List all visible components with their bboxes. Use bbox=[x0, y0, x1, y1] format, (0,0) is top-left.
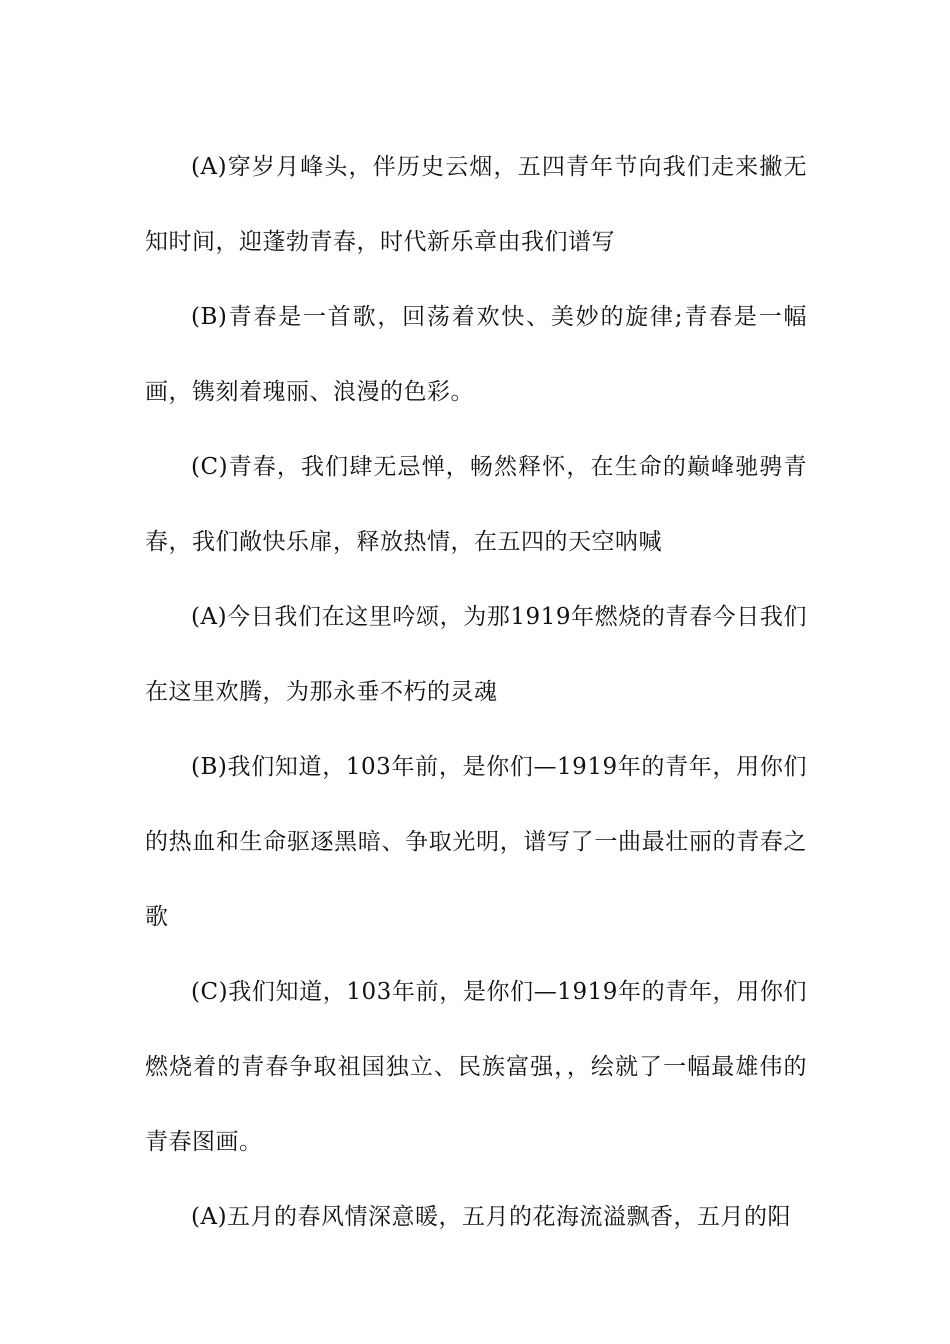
paragraph-4: (A)今日我们在这里吟颂，为那1919年燃烧的青春今日我们在这里欢腾，为那永垂不朽的灵魂 bbox=[145, 604, 807, 705]
paragraph-3: (C)青春，我们肆无忌惮，畅然释怀，在生命的巅峰驰骋青春，我们敞快乐扉，释放热情，在五四的天空呐喊 bbox=[145, 454, 807, 555]
paragraph-6: (C)我们知道，103年前，是你们—1919年的青年，用你们燃烧着的青春争取祖国独立、民族富强，，绘就了一幅最雄伟的青春图画。 bbox=[145, 979, 807, 1155]
paragraph-2: (B)青春是一首歌，回荡着欢快、美妙的旋律;青春是一幅画，镌刻着瑰丽、浪漫的色彩。 bbox=[145, 304, 807, 405]
document-body bbox=[145, 130, 807, 1255]
paragraph-5: (B)我们知道，103年前，是你们—1919年的青年，用你们的热血和生命驱逐黑暗、争取光明，谱写了一曲最壮丽的青春之歌 bbox=[145, 754, 807, 930]
paragraph-7: (A)五月的春风情深意暖，五月的花海流溢飘香，五月的阳 bbox=[191, 1204, 792, 1230]
paragraph-1: (A)穿岁月峰头，伴历史云烟，五四青年节向我们走来撇无知时间，迎蓬勃青春，时代新乐章由我们谱写 bbox=[145, 154, 807, 255]
